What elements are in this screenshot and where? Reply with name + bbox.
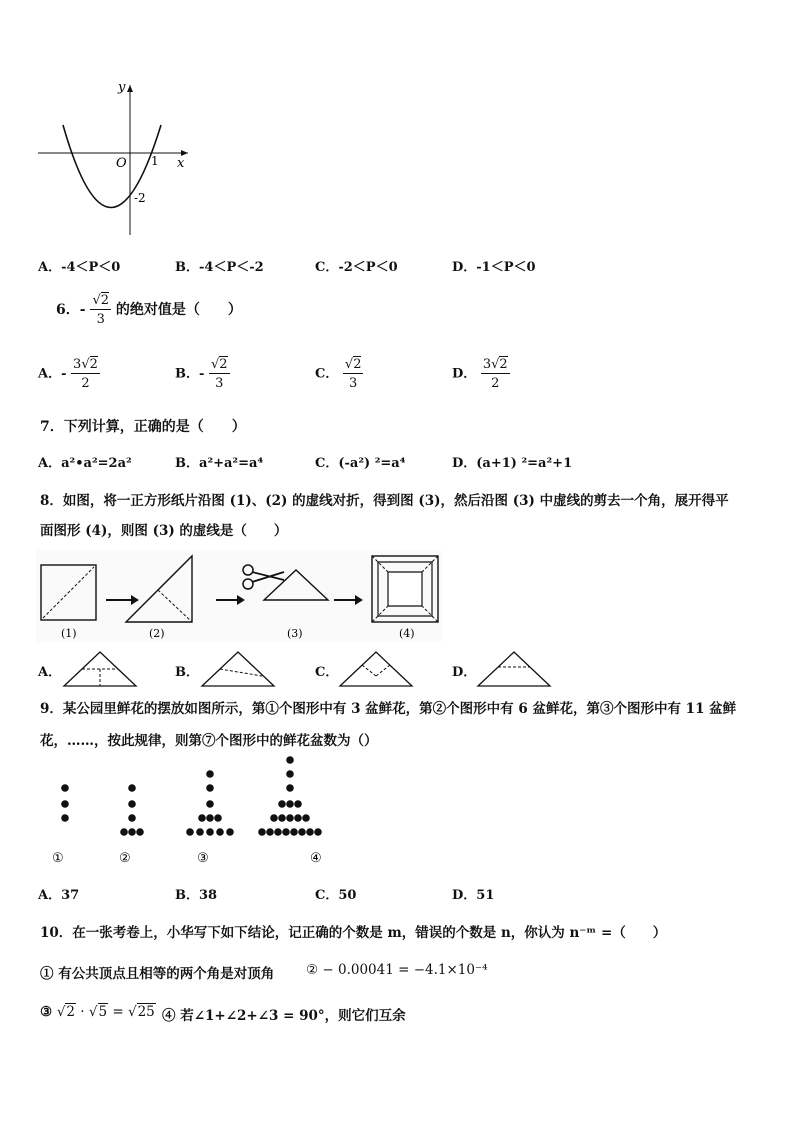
q8-option-b: B．	[175, 665, 199, 680]
question-9-line1: 9．某公园里鲜花的摆放如图所示，第①个图形中有 3 盆鲜花，第②个图形中有 6 盆鲜花，第③个图形中有 11 盆鲜	[40, 701, 737, 717]
q8-option-a: A．	[38, 665, 62, 680]
question-10-statement-2: ② − 0.00041 = −4.1×10⁻⁴	[306, 962, 488, 978]
svg-text:②: ②	[119, 851, 131, 866]
question-6: 6．- $\frac{√2}{3}$ 的绝对值是（ ）	[56, 293, 242, 327]
svg-text:(1): (1)	[61, 627, 77, 640]
q8-option-c-figure	[338, 650, 414, 688]
question-8-line2: 面图形 (4)，则图 (3) 的虚线是（ ）	[40, 523, 288, 539]
q9-option-b: B．38	[175, 888, 218, 903]
q7-option-b: B．a²+a²=a⁴	[175, 456, 264, 471]
y-axis-label: y	[118, 80, 126, 95]
q6-option-d: D． $\frac{3√2}{2}$	[452, 357, 508, 391]
q7-option-a: A．a²•a²=2a²	[38, 456, 132, 471]
question-10-statement-3: ③ √2 · √5 = √25	[40, 1004, 155, 1020]
q5-option-d: D．-1＜P＜0	[452, 260, 536, 275]
x-axis-label: x	[177, 156, 185, 171]
question-9-line2: 花，……，按此规律，则第⑦个图形中的鲜花盆数为（）	[40, 733, 378, 749]
flower-dots-figure	[40, 752, 340, 868]
q9-option-a: A．37	[38, 888, 80, 903]
parabola-graph	[30, 75, 200, 245]
q8-option-a-figure	[62, 650, 138, 688]
q6-option-a: A．- $\frac{3√2}{2}$	[38, 357, 98, 391]
question-10-statement-4: ④ 若∠1+∠2+∠3 = 90°，则它们互余	[162, 1008, 406, 1024]
q9-option-d: D．51	[452, 888, 495, 903]
q5-option-a: A．-4＜P＜0	[38, 260, 121, 275]
q7-option-c: C．(-a²) ²=a⁴	[315, 456, 406, 471]
q7-option-d: D．(a+1) ²=a²+1	[452, 456, 573, 471]
q6-option-c: C． $\frac{√2}{3}$	[315, 357, 362, 391]
question-10-stem: 10．在一张考卷上，小华写下如下结论，记正确的个数是 m，错误的个数是 n，你认为 n⁻ᵐ =（ ）	[40, 925, 667, 941]
q8-option-d-figure	[476, 650, 552, 688]
y-minus-two-label: -2	[134, 191, 146, 205]
q9-option-c: C．50	[315, 888, 357, 903]
svg-text:(2): (2)	[149, 627, 165, 640]
svg-text:③: ③	[197, 851, 209, 866]
question-7: 7．下列计算，正确的是（ ）	[40, 419, 246, 435]
folding-figure	[36, 550, 442, 642]
question-8-line1: 8．如图，将一正方形纸片沿图 (1)、(2) 的虚线对折，得到图 (3)，然后沿图 (3) 中虚线的剪去一个角，展开得平	[40, 493, 729, 509]
q8-option-b-figure	[200, 650, 276, 688]
q5-option-c: C．-2＜P＜0	[315, 260, 398, 275]
svg-text:④: ④	[310, 851, 322, 866]
svg-text:(4): (4)	[399, 627, 415, 640]
q8-option-d: D．	[452, 665, 477, 680]
q8-option-c: C．	[315, 665, 339, 680]
question-10-statement-1: ① 有公共顶点且相等的两个角是对顶角	[40, 966, 275, 982]
svg-text:①: ①	[52, 851, 64, 866]
q5-option-b: B．-4＜P＜-2	[175, 260, 264, 275]
origin-label: O	[116, 156, 127, 171]
svg-text:(3): (3)	[287, 627, 303, 640]
x-one-label: 1	[151, 154, 159, 168]
q6-option-b: B．- $\frac{√2}{3}$	[175, 357, 228, 391]
